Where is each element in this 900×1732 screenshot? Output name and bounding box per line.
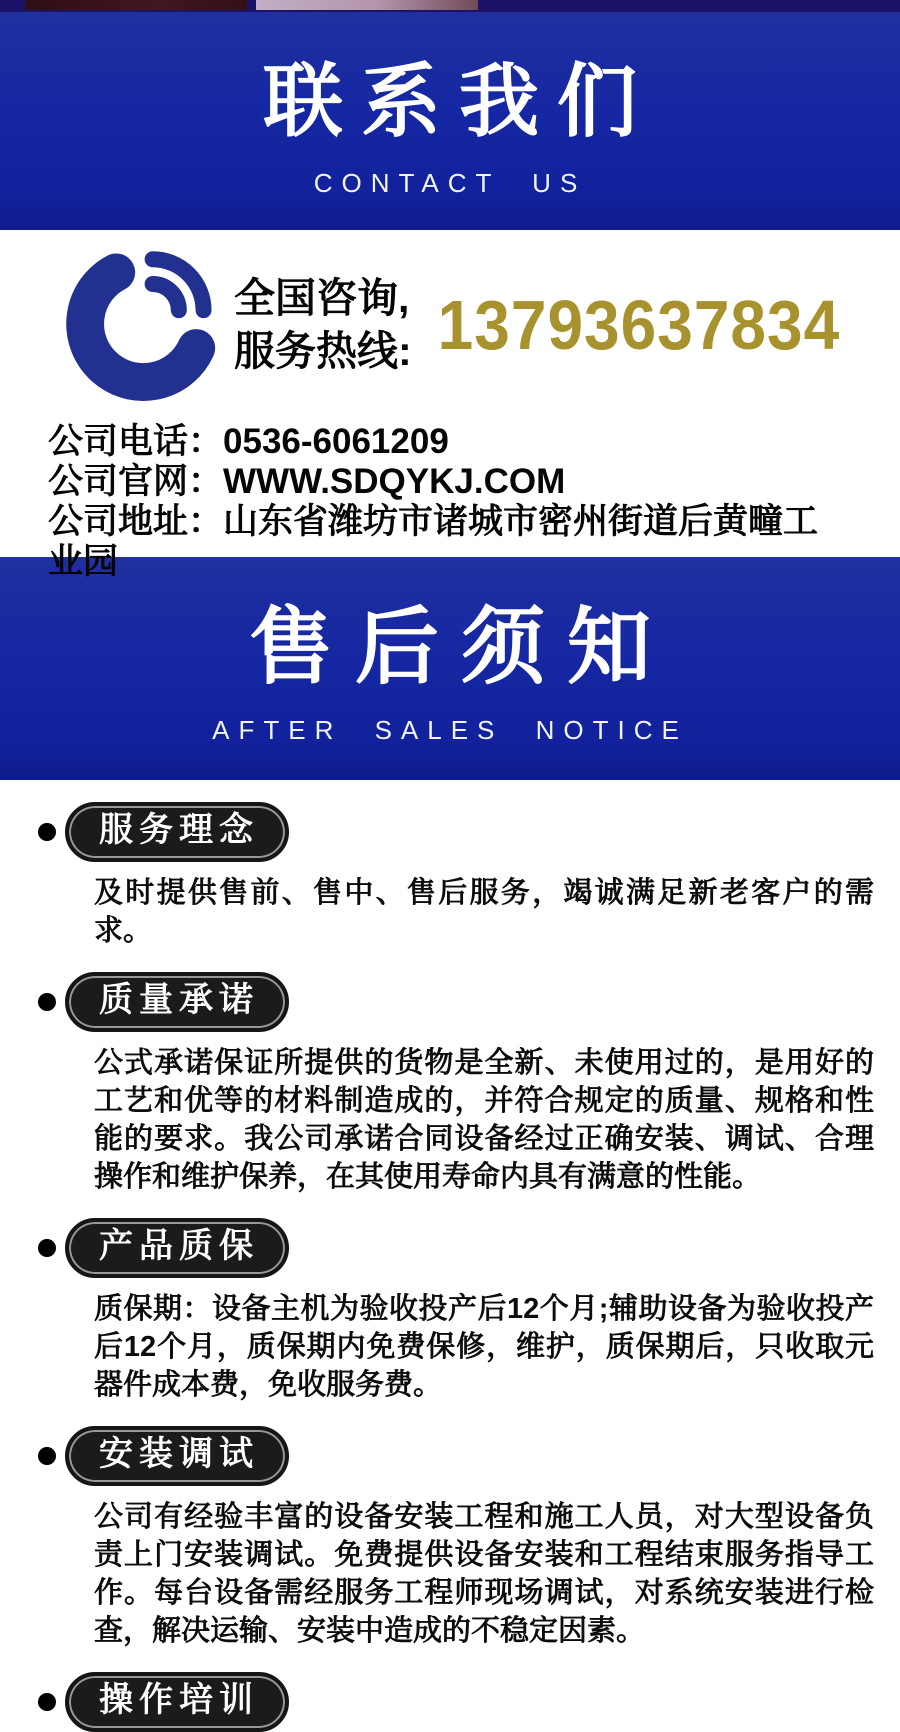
company-phone-line bbox=[48, 422, 848, 462]
company-address-value: 山东省潍坊市诸城市密州街道后黄疃工业园 bbox=[48, 502, 819, 581]
contact-banner-title: 联系我们 bbox=[263, 57, 655, 146]
company-phone-value: 0536-6061209 bbox=[223, 422, 449, 461]
bullet-icon bbox=[38, 1693, 56, 1711]
section-body: 质保期：设备主机为验收投产后12个月;辅助设备为验收投产后12个月，质保期内免费保修，维护，质保期后，只收取元器件成本费，免收服务费。 bbox=[94, 1293, 874, 1401]
hotline-label bbox=[234, 272, 412, 378]
aftersales-banner bbox=[0, 557, 900, 780]
bullet-icon bbox=[38, 1447, 56, 1465]
section-operation-training bbox=[38, 1672, 860, 1732]
section-title-pill: 产品质保 bbox=[65, 1218, 289, 1278]
section-service-concept bbox=[38, 802, 874, 950]
aftersales-banner-title: 售后须知 bbox=[248, 600, 673, 694]
company-website-value: WWW.SDQYKJ.COM bbox=[223, 462, 566, 501]
aftersales-banner-subtitle: AFTER SALES NOTICE bbox=[212, 715, 688, 746]
bullet-icon bbox=[38, 1239, 56, 1257]
section-product-warranty bbox=[38, 1218, 874, 1404]
phone-icon bbox=[62, 252, 220, 412]
top-strip bbox=[0, 0, 900, 12]
section-title-pill: 操作培训 bbox=[65, 1672, 289, 1732]
section-header bbox=[38, 802, 860, 862]
company-website-label: 公司官网： bbox=[48, 462, 224, 501]
section-body: 及时提供售前、售中、售后服务，竭诚满足新老客户的需求。 bbox=[94, 877, 874, 947]
section-title-pill: 服务理念 bbox=[65, 802, 289, 862]
top-strip-segment-pink bbox=[256, 0, 478, 10]
section-title-pill: 安装调试 bbox=[65, 1426, 289, 1486]
section-body: 公司有经验丰富的设备安装工程和施工人员，对大型设备负责上门安装调试。免费提供设备安装和工程结束服务指导工作。每台设备需经服务工程师现场调试，对系统安装进行检查，解决运输、安装中造成的不稳定因素。 bbox=[94, 1501, 874, 1647]
contact-banner bbox=[0, 12, 900, 230]
hotline-number: 13793637834 bbox=[437, 286, 841, 364]
section-body: 公式承诺保证所提供的货物是全新、未使用过的，是用好的工艺和优等的材料制造成的，并符合规定的质量、规格和性能的要求。我公司承诺合同设备经过正确安装、调试、合理操作和维护保养，在其使用寿命内具有满意的性能。 bbox=[94, 1047, 874, 1193]
company-website-line bbox=[48, 462, 848, 502]
company-address-label: 公司地址： bbox=[48, 502, 224, 541]
hotline-label-line2: 服务热线: bbox=[234, 328, 412, 374]
aftersales-sections bbox=[0, 780, 900, 1732]
top-strip-segment-maroon bbox=[25, 0, 247, 10]
section-header bbox=[38, 1426, 860, 1486]
contact-banner-subtitle: CONTACT US bbox=[313, 168, 587, 198]
bullet-icon bbox=[38, 823, 56, 841]
hotline-label-line1: 全国咨询, bbox=[234, 275, 410, 321]
section-quality-promise bbox=[38, 972, 874, 1196]
company-phone-label: 公司电话： bbox=[48, 422, 224, 461]
bullet-icon bbox=[38, 993, 56, 1011]
section-header bbox=[38, 1218, 860, 1278]
section-title-pill: 质量承诺 bbox=[65, 972, 289, 1032]
section-installation-debugging bbox=[38, 1426, 874, 1650]
contact-info-section bbox=[0, 230, 900, 581]
section-header bbox=[38, 1672, 860, 1732]
hotline-row bbox=[62, 244, 900, 406]
section-header bbox=[38, 972, 860, 1032]
